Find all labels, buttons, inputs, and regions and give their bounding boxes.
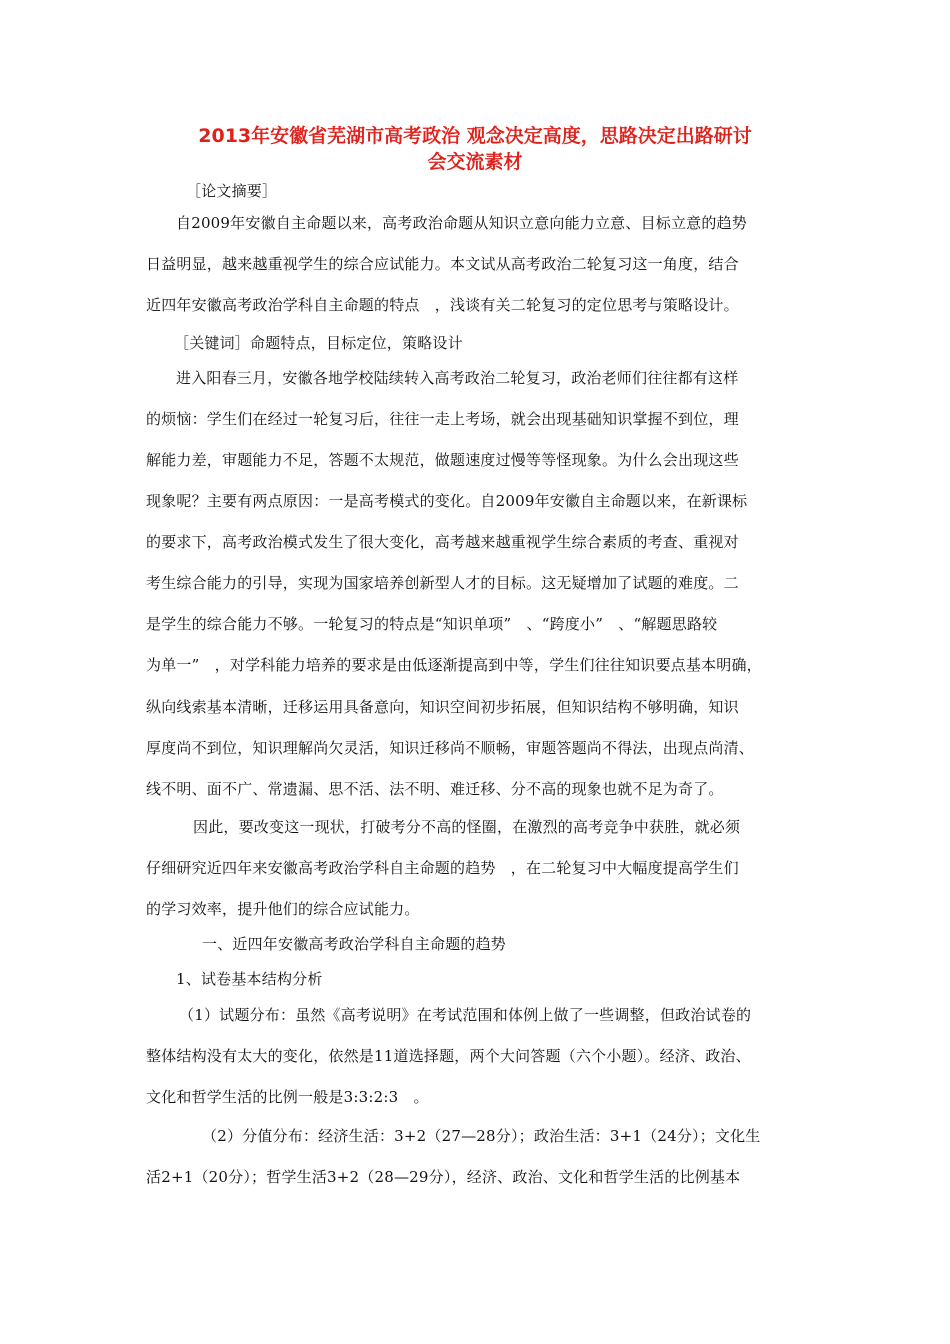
paragraph-line: 现象呢？主要有两点原因：一是高考模式的变化。自2009年安徽自主命题以来，在新课标 [146,492,748,510]
list-item-line: 活2+1（20分）；哲学生活3+2（28—29分），经济、政治、文化和哲学生活的比例基本 [146,1168,741,1186]
abstract-line: 近四年安徽高考政治学科自主命题的特点 ，浅谈有关二轮复习的定位思考与策略设计。 [146,296,739,314]
paragraph-line: 因此，要改变这一现状，打破考分不高的怪圈，在激烈的高考竞争中获胜，就必须 [193,818,741,836]
list-item-line: （2）分值分布：经济生活：3+2（27—28分）；政治生活：3+1（24分）；文化生 [202,1127,761,1145]
abstract-line: 自2009年安徽自主命题以来，高考政治命题从知识立意向能力立意、目标立意的趋势 [176,214,747,232]
list-item-line: 整体结构没有太大的变化，依然是11道选择题，两个大问答题（六个小题）。经济、政治、 [146,1047,751,1065]
paragraph-line: 考生综合能力的引导，实现为国家培养创新型人才的目标。这无疑增加了试题的难度。二 [146,574,739,592]
document-title-line-1: 2013年安徽省芜湖市高考政治 观念决定高度，思路决定出路研讨 [198,125,752,147]
paragraph-line: 线不明、面不广、常遗漏、思不活、法不明、难迁移、分不高的现象也就不足为奇了。 [146,780,724,798]
section-heading: 一、近四年安徽高考政治学科自主命题的趋势 [202,935,507,953]
list-item-line: 文化和哲学生活的比例一般是3:3:2:3 。 [146,1088,429,1106]
paragraph-line: 是学生的综合能力不够。一轮复习的特点是“知识单项” 、“跨度小” 、“解题思路较 [146,615,718,633]
paragraph-line: 厚度尚不到位，知识理解尚欠灵活，知识迁移尚不顺畅，审题答题尚不得法，出现点尚清、 [146,739,755,757]
keywords-line: ［关键词］命题特点，目标定位，策略设计 [174,334,463,352]
paragraph-line: 的学习效率，提升他们的综合应试能力。 [146,900,420,918]
paragraph-line: 的要求下，高考政治模式发生了很大变化，高考越来越重视学生综合素质的考查、重视对 [146,533,739,551]
paragraph-line: 为单一” ，对学科能力培养的要求是由低逐渐提高到中等，学生们往往知识要点基本明确， [146,656,762,674]
paragraph-line: 仔细研究近四年来安徽高考政治学科自主命题的趋势 ，在二轮复习中大幅度提高学生们 [146,859,739,877]
abstract-label: ［论文摘要］ [186,182,278,200]
document-title-line-2: 会交流素材 [427,151,523,173]
paragraph-line: 的烦恼：学生们在经过一轮复习后，往往一走上考场，就会出现基础知识掌握不到位，理 [146,410,739,428]
paragraph-line: 进入阳春三月，安徽各地学校陆续转入高考政治二轮复习，政治老师们往往都有这样 [176,369,739,387]
paragraph-line: 纵向线索基本清晰，迁移运用具备意向，知识空间初步拓展，但知识结构不够明确，知识 [146,698,739,716]
subsection-heading: 1、试卷基本结构分析 [176,970,323,988]
paragraph-line: 解能力差，审题能力不足，答题不太规范，做题速度过慢等等怪现象。为什么会出现这些 [146,451,739,469]
abstract-line: 日益明显，越来越重视学生的综合应试能力。本文试从高考政治二轮复习这一角度，结合 [146,255,739,273]
list-item-line: （1）试题分布：虽然《高考说明》在考试范围和体例上做了一些调整，但政治试卷的 [179,1006,752,1024]
